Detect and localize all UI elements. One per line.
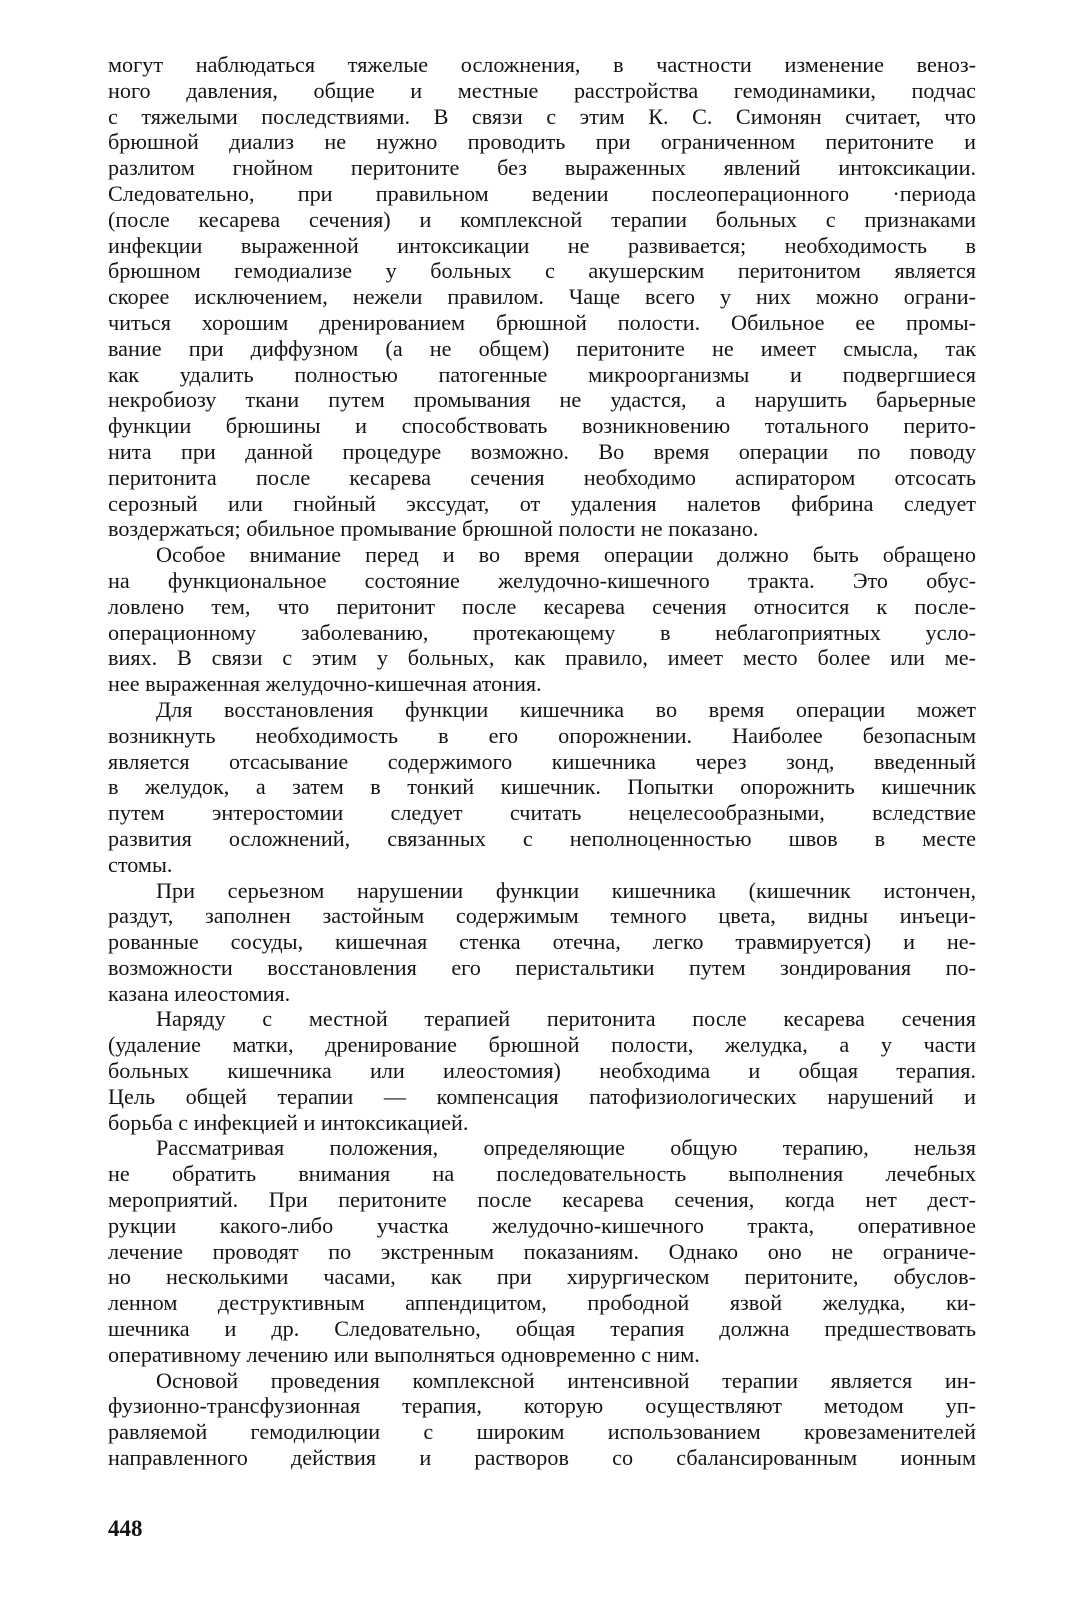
text-line: При серьезном нарушении функции кишечника (кишечник истончен, <box>156 877 976 903</box>
paragraph <box>108 1135 976 1367</box>
text-line: Рассматривая положения, определяющие общую терапию, нельзя <box>156 1135 976 1161</box>
text-line: могут наблюдаться тяжелые осложнения, в частности изменение веноз- <box>108 52 976 77</box>
text-line: шечника и др. Следовательно, общая терапия должна предшествовать <box>108 1316 976 1342</box>
text-line: возможности восстановления его перистальтики путем зондирования по- <box>108 954 976 980</box>
text-line: операционному заболеванию, протекающему в неблагоприятных усло- <box>108 619 976 645</box>
text-line: инфекции выраженной интоксикации не развивается; необходимость в <box>108 232 976 258</box>
text-line: виях. В связи с этим у больных, как правило, имеет место более или ме- <box>108 645 976 671</box>
text-line: читься хорошим дренированием брюшной полости. Обильное ее промы- <box>108 309 976 335</box>
text-line: оперативному лечению или выполняться одновременно с ним. <box>108 1341 700 1367</box>
page-number: 448 <box>108 1516 143 1541</box>
paragraph <box>108 878 976 1007</box>
text-line: возникнуть необходимость в его опорожнении. Наиболее безопасным <box>108 722 976 748</box>
text-line: но несколькими часами, как при хирургическом перитоните, обуслов- <box>108 1264 976 1290</box>
text-line: Следовательно, при правильном ведении послеоперационного ·периода <box>108 180 976 206</box>
paragraph <box>108 52 976 542</box>
text-line: ловлено тем, что перитонит после кесарева сечения относится к после- <box>108 593 976 619</box>
text-line: нее выраженная желудочно-кишечная атония. <box>108 671 542 697</box>
text-line: направленного действия и растворов со сбалансированным ионным <box>108 1445 976 1471</box>
text-line: рукции какого-либо участка желудочно-кишечного тракта, оперативное <box>108 1212 976 1238</box>
text-line: с тяжелыми последствиями. В связи с этим К. С. Симонян считает, что <box>108 103 976 129</box>
page-body <box>108 52 976 1471</box>
text-line: борьба с инфекцией и интоксикацией. <box>108 1109 469 1135</box>
paragraph <box>108 542 976 697</box>
text-line: не обратить внимания на последовательность выполнения лечебных <box>108 1161 976 1187</box>
text-line: вание при диффузном (а не общем) перитоните не имеет смысла, так <box>108 335 976 361</box>
paragraph <box>108 1368 976 1471</box>
text-line: (после кесарева сечения) и комплексной терапии больных с признаками <box>108 206 976 232</box>
text-line: ленном деструктивным аппендицитом, прободной язвой желудка, ки- <box>108 1290 976 1316</box>
text-line: ного давления, общие и местные расстройства гемодинамики, подчас <box>108 77 976 103</box>
text-line: раздут, заполнен застойным содержимым темного цвета, видны инъеци- <box>108 903 976 929</box>
text-line: брюшном гемодиализе у больных с акушерским перитонитом является <box>108 258 976 284</box>
text-line: скорее исключением, нежели правилом. Чаще всего у них можно ограни- <box>108 284 976 310</box>
text-line: брюшной диализ не нужно проводить при ограниченном перитоните и <box>108 129 976 155</box>
text-line: на функциональное состояние желудочно-кишечного тракта. Это обус- <box>108 567 976 593</box>
text-line: Цель общей терапии — компенсация патофизиологических нарушений и <box>108 1083 976 1109</box>
text-line: (удаление матки, дренирование брюшной полости, желудка, а у части <box>108 1032 976 1058</box>
paragraph <box>108 697 976 878</box>
text-line: лечение проводят по экстренным показаниям. Однако оно не ограниче- <box>108 1238 976 1264</box>
text-line: воздержаться; обильное промывание брюшной полости не показано. <box>108 516 759 542</box>
text-line: в желудок, а затем в тонкий кишечник. Попытки опорожнить кишечник <box>108 774 976 800</box>
text-line: фузионно-трансфузионная терапия, которую осуществляют методом уп- <box>108 1393 976 1419</box>
text-line: серозный или гнойный экссудат, от удаления налетов фибрина следует <box>108 490 976 516</box>
text-line: Основой проведения комплексной интенсивной терапии является ин- <box>156 1367 976 1393</box>
text-line: Для восстановления функции кишечника во время операции может <box>156 696 976 722</box>
text-line: больных кишечника или илеостомия) необходима и общая терапия. <box>108 1058 976 1084</box>
text-line: как удалить полностью патогенные микроорганизмы и подвергшиеся <box>108 361 976 387</box>
paragraph <box>108 1006 976 1135</box>
text-line: разлитом гнойном перитоните без выраженных явлений интоксикации. <box>108 155 976 181</box>
text-line: функции брюшины и способствовать возникновению тотального перито- <box>108 413 976 439</box>
text-line: перитонита после кесарева сечения необходимо аспиратором отсосать <box>108 464 976 490</box>
text-line: стомы. <box>108 851 173 877</box>
text-line: некробиозу ткани путем промывания не удастся, а нарушить барьерные <box>108 387 976 413</box>
text-line: равляемой гемодилюции с широким использованием кровезаменителей <box>108 1419 976 1445</box>
text-line: рованные сосуды, кишечная стенка отечна, легко травмируется) и не- <box>108 929 976 955</box>
text-line: развития осложнений, связанных с неполноценностью швов в месте <box>108 825 976 851</box>
text-line: Наряду с местной терапией перитонита после кесарева сечения <box>156 1006 976 1032</box>
text-line: Особое внимание перед и во время операции должно быть обращено <box>156 542 976 568</box>
text-line: казана илеостомия. <box>108 980 291 1006</box>
text-line: путем энтеростомии следует считать нецелесообразными, вследствие <box>108 800 976 826</box>
text-line: нита при данной процедуре возможно. Во время операции по поводу <box>108 438 976 464</box>
text-line: мероприятий. При перитоните после кесарева сечения, когда нет дест- <box>108 1187 976 1213</box>
text-line: является отсасывание содержимого кишечника через зонд, введенный <box>108 748 976 774</box>
